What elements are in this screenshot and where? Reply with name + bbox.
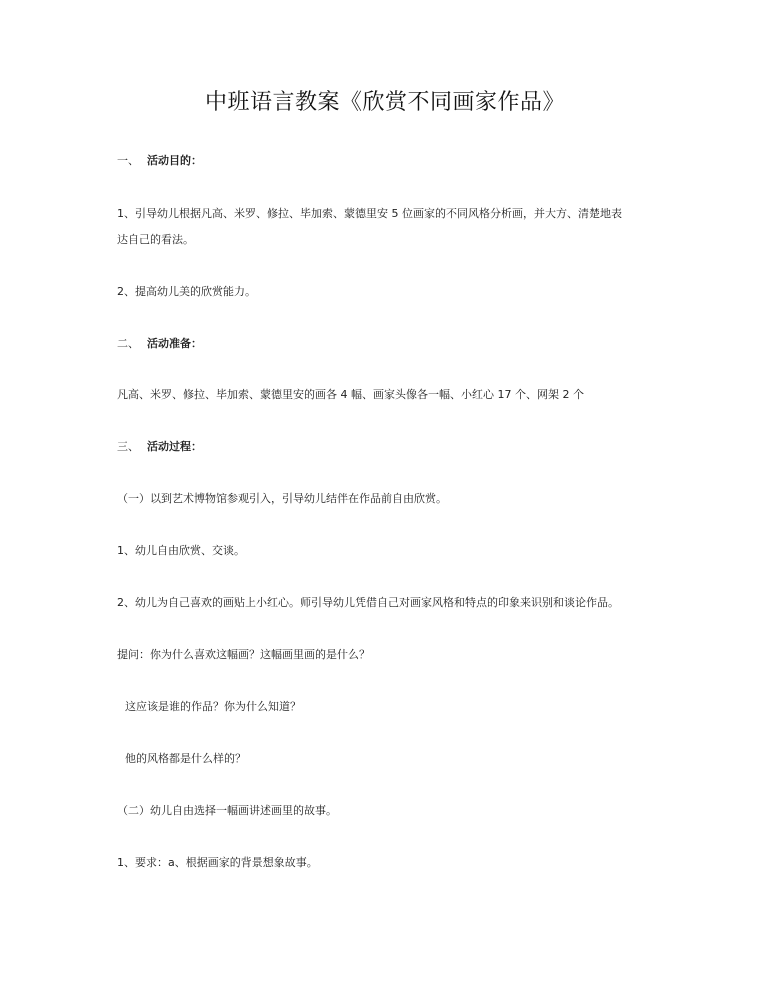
section-number: 一、 — [117, 154, 139, 167]
requirement-1: 1、要求：a、根据画家的背景想象故事。 — [117, 856, 318, 869]
section-heading-process — [117, 439, 657, 455]
process-step-2: 2、幼儿为自己喜欢的画贴上小红心。师引导幼儿凭借自己对画家风格和特点的印象来识别和谈论作品。 — [117, 596, 619, 609]
question-3: 他的风格都是什么样的？ — [125, 752, 246, 765]
process-step-1: 1、幼儿自由欣赏、交谈。 — [117, 544, 245, 557]
materials-list: 凡高、米罗、修拉、毕加索、蒙德里安的画各 4 幅、画家头像各一幅、小红心 17 个、网架 2 个 — [117, 388, 584, 401]
document-title: 中班语言教案《欣赏不同画家作品》 — [204, 90, 565, 115]
question-1: 提问：你为什么喜欢这幅画？这幅画里画的是什么？ — [117, 648, 370, 661]
question-2: 这应该是谁的作品？你为什么知道？ — [125, 700, 301, 713]
process-part-2: （二）幼儿自由选择一幅画讲述画里的故事。 — [117, 804, 337, 817]
goal-1-line-1: 1、引导幼儿根据凡高、米罗、修拉、毕加索、蒙德里安 5 位画家的不同风格分析画，并大方、清楚地表 — [117, 207, 622, 220]
goal-1-line-2: 达自己的看法。 — [117, 233, 194, 246]
goal-2: 2、提高幼儿美的欣赏能力。 — [117, 285, 256, 298]
section-heading-preparation — [117, 336, 657, 352]
section-number: 三、 — [117, 440, 139, 453]
process-part-1: （一）以到艺术博物馆参观引入，引导幼儿结伴在作品前自由欣赏。 — [117, 492, 447, 505]
section-title: 活动过程： — [147, 440, 202, 453]
section-title: 活动目的： — [147, 154, 202, 167]
section-heading-goals — [117, 153, 657, 169]
section-title: 活动准备： — [147, 337, 202, 350]
section-number: 二、 — [117, 337, 139, 350]
